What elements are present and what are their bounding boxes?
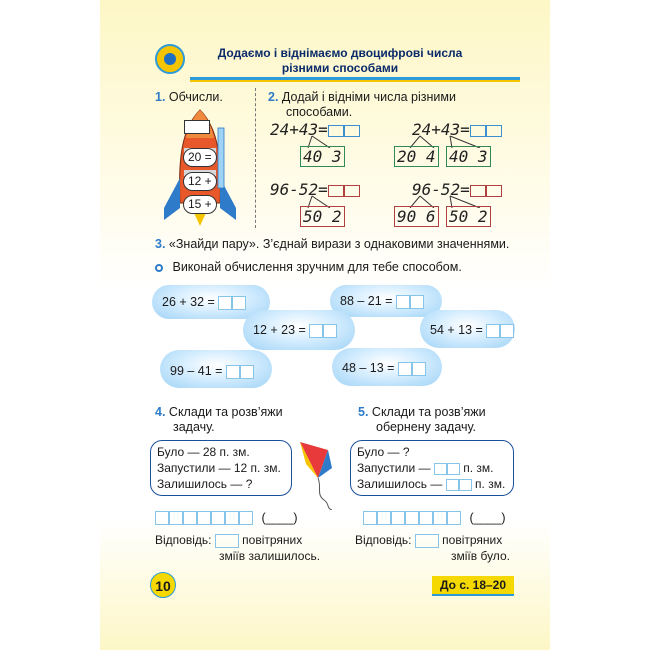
bullet-icon: [155, 264, 163, 272]
task2-ex3-split: 50 2: [300, 206, 345, 227]
task2-ex2-split-a: 20 4: [394, 146, 439, 167]
cloud-expr-2: 88 – 21 =: [340, 294, 424, 309]
task4-heading: 4. Склади та розв’яжи задачу.: [155, 405, 283, 434]
rocket-expr-2: 12 +: [183, 172, 217, 191]
kite-illustration: [298, 440, 348, 510]
task2-ex4-split-a: 90 6: [394, 206, 439, 227]
task4-conditions: Було — 28 п. зм. Запустили — 12 п. зм. Залишилось — ?: [157, 445, 281, 491]
page-reference: До с. 18–20: [432, 576, 514, 596]
task2-ex1-split: 40 3: [300, 146, 345, 167]
task4-solution-cells[interactable]: (____): [155, 509, 298, 527]
circle-logo-icon: [155, 44, 185, 74]
task2-ex2-split-b: 40 3: [446, 146, 491, 167]
page-title: Додаємо і віднімаємо двоцифрові числа різними способами: [217, 46, 463, 75]
column-divider: [255, 88, 257, 228]
rocket-expr-1: 20 =: [183, 148, 217, 167]
task1-heading: 1. Обчисли.: [155, 90, 223, 104]
task5-conditions: Було — ? Запустили — п. зм. Залишилось — п. зм.: [357, 445, 506, 491]
task-dot-heading: Виконай обчислення зручним для тебе способом.: [155, 260, 535, 275]
page-number: 10: [150, 572, 176, 598]
task2-ex4: 96-52=: [412, 180, 502, 199]
cloud-expr-6: 48 – 13 =: [342, 361, 426, 376]
task5-solution-cells[interactable]: (____): [363, 509, 506, 527]
task4-answer: Відповідь: повітряних зміїв залишилось.: [155, 533, 321, 563]
cloud-expr-4: 54 + 13 =: [430, 323, 514, 338]
task2-heading: 2. Додай і відніми числа різними способами.: [268, 90, 456, 119]
task2-ex3: 96-52=: [270, 180, 360, 199]
task5-answer: Відповідь: повітряних зміїв було.: [355, 533, 510, 563]
cloud-expr-1: 26 + 32 =: [162, 295, 246, 310]
title-rule-yellow: [190, 80, 520, 82]
cloud-expr-3: 12 + 23 =: [253, 323, 337, 338]
task2-ex2: 24+43=: [412, 120, 502, 139]
task2-ex1: 24+43=: [270, 120, 360, 139]
rocket-expr-3: 15 +: [183, 195, 217, 214]
task5-heading: 5. Склади та розв’яжи обернену задачу.: [358, 405, 486, 434]
cloud-expr-5: 99 – 41 =: [170, 364, 254, 379]
task2-ex4-split-b: 50 2: [446, 206, 491, 227]
task3-heading: 3. «Знайди пару». З’єднай вирази з однаковими значеннями.: [155, 237, 510, 251]
rocket-top-box: [184, 120, 210, 134]
